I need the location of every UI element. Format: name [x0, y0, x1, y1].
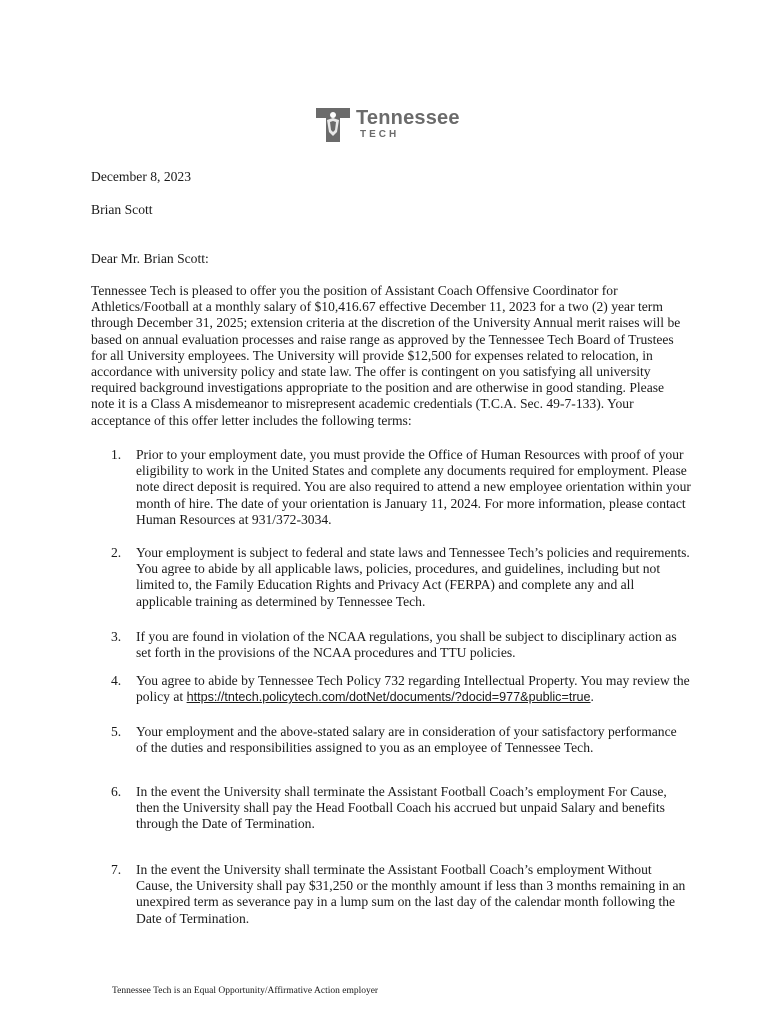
term-text-after-link: . — [590, 689, 594, 705]
term-number: 1. — [111, 447, 122, 462]
policy-link[interactable]: https://tntech.policytech.com/dotNet/documents/?docid=977&public=true — [186, 690, 591, 705]
term-text: In the event the University shall terminate the Assistant Football Coach’s employment For Cause, then the University shall pay the Head Football Coach his accrued but unpaid Salary and benefits through the Date of Termination. — [136, 784, 667, 832]
term-item — [111, 545, 691, 610]
term-text: If you are found in violation of the NCAA regulations, you shall be subject to disciplinary action as set forth in the provisions of the NCAA procedures and TTU policies. — [136, 629, 677, 661]
term-number: 2. — [111, 545, 122, 560]
term-number: 6. — [111, 784, 122, 799]
term-number: 7. — [111, 862, 122, 877]
term-number: 4. — [111, 673, 122, 688]
tennessee-tech-logo — [314, 104, 464, 144]
term-item — [111, 447, 691, 528]
salutation: Dear Mr. Brian Scott: — [91, 251, 209, 266]
logo-subtitle: TECH — [360, 129, 400, 140]
logo-name: Tennessee — [356, 107, 460, 129]
term-item — [111, 784, 691, 833]
term-item — [111, 862, 691, 927]
term-text: Your employment is subject to federal and state laws and Tennessee Tech’s policies and requirements. You agree to abide by all applicable laws, policies, procedures, and guidelines, including but not limited to, the Family Education Rights and Privacy Act (FERPA) and complete any and all applicable training as determined by Tennessee Tech. — [136, 545, 690, 609]
term-number: 5. — [111, 724, 122, 739]
intro-paragraph: Tennessee Tech is pleased to offer you the position of Assistant Coach Offensive Coordinator for Athletics/Football at a monthly salary of $10,416.67 effective December 11, 2023 for a two (2) year term through December 31, 2025; extension criteria at the discretion of the University Annual merit raises will be based on annual evaluation processes and raise range as approved by the Tennessee Tech Board of Trustees for all University employees. The University will provide $12,500 for expenses related to relocation, in accordance with university policy and state law. The offer is contingent on you satisfying all university required background investigations appropriate to the position and are otherwise in good standing. Please note it is a Class A misdemeanor to misrepresent academic credentials (T.C.A. Sec. 49-7-133). Your acceptance of this offer letter includes the following terms: — [91, 283, 681, 428]
term-item — [111, 673, 691, 705]
term-text: Prior to your employment date, you must provide the Office of Human Resources with proof of your eligibility to work in the United States and complete any documents required for employment. Please note direct deposit is required. You are also required to attend a new employee orientation within your month of hire. The date of your orientation is January 11, 2024. For more information, please contact Human Resources at 931/372-3034. — [136, 447, 691, 527]
recipient-name: Brian Scott — [91, 202, 153, 217]
term-text — [136, 673, 691, 705]
term-text: Your employment and the above-stated salary are in consideration of your satisfactory performance of the duties and responsibilities assigned to you as an employee of Tennessee Tech. — [136, 724, 677, 756]
university-logo-icon — [314, 106, 352, 144]
term-item — [111, 629, 691, 661]
letter-date: December 8, 2023 — [91, 169, 192, 184]
term-text-before-link: You agree to abide by Tennessee Tech Policy 732 regarding Intellectual Property. You may review the policy at — [136, 673, 690, 705]
footer-note: Tennessee Tech is an Equal Opportunity/Affirmative Action employer — [112, 986, 379, 996]
term-number: 3. — [111, 629, 122, 644]
term-item — [111, 724, 691, 756]
term-text: In the event the University shall terminate the Assistant Football Coach’s employment Without Cause, the University shall pay $31,250 or the monthly amount if less than 3 months remaining in an unexpired term as severance pay in a lump sum on the last day of the calendar month following the Date of Termination. — [136, 862, 686, 926]
